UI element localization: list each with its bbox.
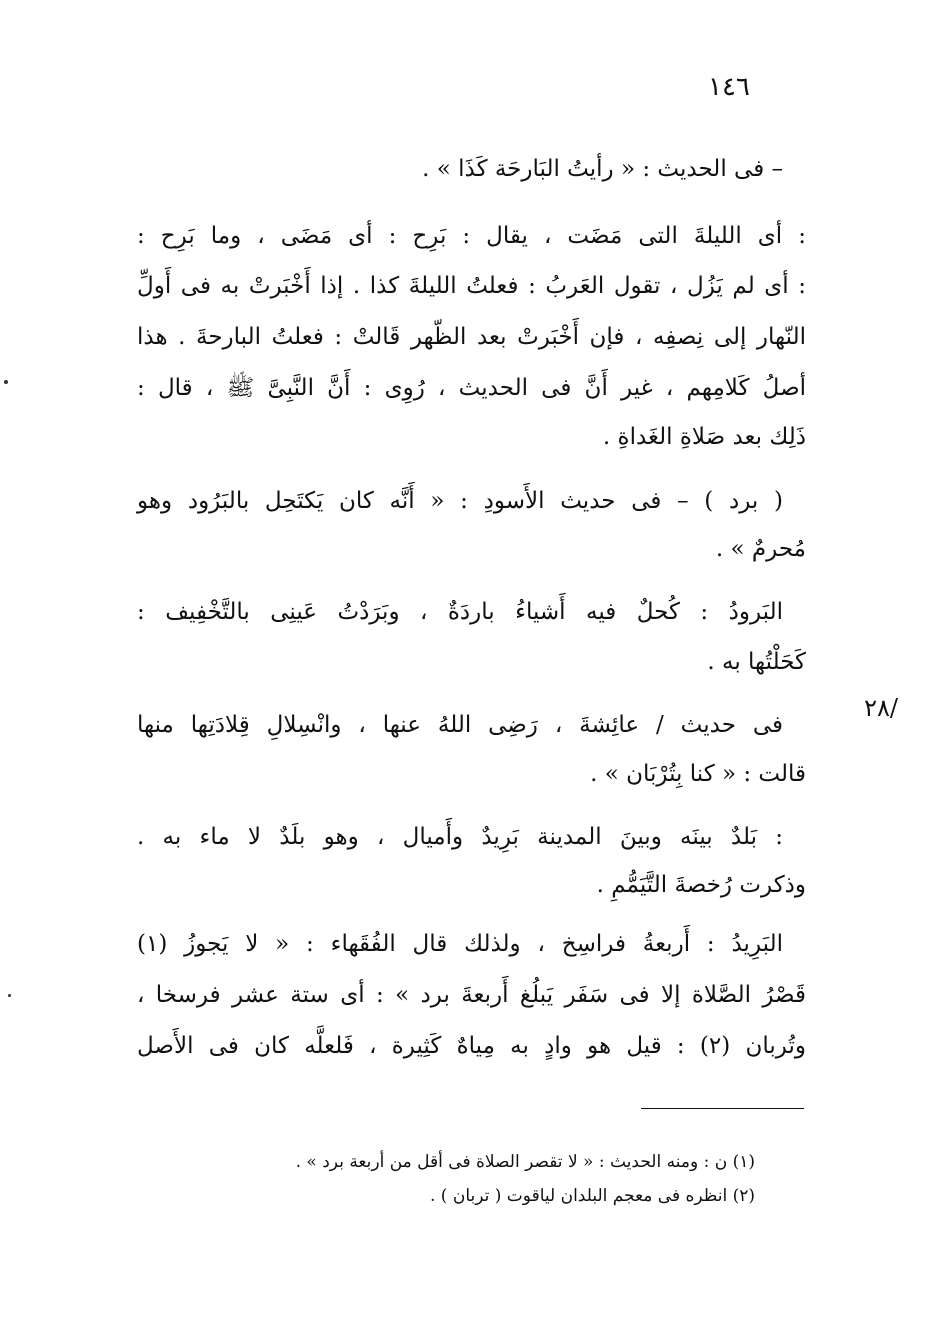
scan-speck [8, 994, 11, 997]
text-line: كَحَلْتُها به . [707, 649, 806, 675]
text-line: مُحرمٌ » . [715, 536, 806, 562]
text-line: فى حديث / عائِشةَ ، رَضِى اللهُ عنها ، وانْسِلالِ قِلادَتِها منها [137, 712, 783, 738]
text-line: البَرودُ : كُحلٌ فيه أَشياءُ باردَةٌ ، وبَرَدْتُ عَينِى بالتَّخْفِيف : [137, 599, 783, 625]
text-line: وتُربان (٢) : قيل هو وادٍ به مِياهٌ كَثِيرة ، فَلعلَّه كان فى الأَصل [137, 1033, 806, 1059]
text-line: : بَلدٌ بينَه وبينَ المدينة بَرِيدٌ وأَميال ، وهو بلَدٌ لا ماء به . [137, 824, 783, 850]
text-line: البَرِيدُ : أَربعةُ فراسِخ ، ولذلك قال الفُقَهاء : « لا يَجوزُ (١) [137, 931, 783, 957]
page-number: ١٤٦ [708, 72, 750, 102]
text-line: : أى لم يَزُل ، تقول العَربُ : فعلتُ الليلةَ كذا . إذا أَخْبَرتْ به فى أَولِّ [137, 273, 806, 299]
text-line: : أى الليلةَ التى مَضَت ، يقال : بَرِح : أى مَضَى ، وما بَرِح : [137, 223, 806, 249]
footnote-divider [641, 1108, 804, 1109]
text-line: وذكرت رُخصةَ التَّيَمُّمِ . [596, 872, 806, 898]
text-line: قَصْرُ الصَّلاة إلا فى سَفَر يَبلُغ أَربعةَ برد » : أى ستة عشر فرسخا ، [137, 982, 806, 1008]
text-line: ( برد ) – فى حديث الأَسودِ : « أَنَّه كان يَكتَحِل بالبَرُود وهو [137, 488, 783, 514]
text-line: ذَلِك بعد صَلاةِ الغَداةِ . [602, 424, 806, 450]
text-line: أصلُ كَلامِهم ، غير أَنَّ فى الحديث ، رُوِى : أَنَّ النَّبِىَّ ﷺ ، قال : [137, 375, 806, 401]
margin-note: /٢٨ [864, 694, 898, 722]
text-line: النّهار إلى نِصفِه ، فإن أَخْبَرتْ بعد الظّهر قَالتْ : فعلتُ البارحةَ . هذا [137, 324, 806, 350]
footnote: (١) ن : ومنه الحديث : « لا تقصر الصلاة فى أقل من أربعة برد » . [295, 1152, 755, 1172]
text-line: قالت : « كنا بِتُرْبَان » . [590, 761, 806, 787]
footnote: (٢) انظره فى معجم البلدان لياقوت ( تربان ) . [430, 1186, 755, 1206]
scan-speck [4, 380, 8, 384]
text-line: – فى الحديث : « رأيتُ البَارحَة كَذَا » . [422, 156, 783, 182]
